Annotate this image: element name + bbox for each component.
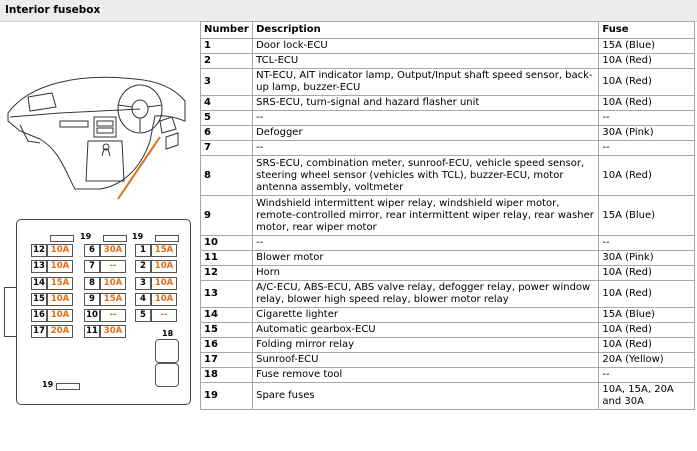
fuse-amperage: 10A — [47, 260, 73, 273]
table-row — [201, 69, 695, 96]
row-description: Cigarette lighter — [253, 308, 599, 323]
row-number: 1 — [201, 39, 253, 54]
fuse-amperage: 30A — [100, 244, 126, 257]
row-fuse: 10A (Red) — [599, 338, 695, 353]
row-description: Automatic gearbox-ECU — [253, 323, 599, 338]
fuse-number: 9 — [84, 293, 100, 306]
table-row — [201, 39, 695, 54]
row-number: 9 — [201, 196, 253, 236]
fuse-number: 4 — [135, 293, 151, 306]
row-fuse: 30A (Pink) — [599, 126, 695, 141]
fuse-table — [200, 21, 695, 410]
fuse-amperage: 10A — [47, 244, 73, 257]
fuse-amperage: 15A — [100, 293, 126, 306]
fuse-amperage: -- — [100, 260, 126, 273]
row-fuse: -- — [599, 111, 695, 126]
row-fuse: 10A (Red) — [599, 323, 695, 338]
fuse-amperage: -- — [100, 309, 126, 322]
header-fuse: Fuse — [599, 22, 695, 39]
spare-label: 19 — [80, 232, 92, 241]
row-description: Spare fuses — [253, 383, 599, 410]
row-fuse: 15A (Blue) — [599, 308, 695, 323]
fuse-number: 12 — [31, 244, 47, 257]
fuse-number: 14 — [31, 277, 47, 290]
row-fuse: 15A (Blue) — [599, 39, 695, 54]
row-description: SRS-ECU, combination meter, sunroof-ECU, vehicle speed sensor, steering wheel sensor (vehicles with TCL), buzzer-ECU, motor antenna assembly, voltmeter — [253, 156, 599, 196]
spare-slot — [50, 235, 74, 242]
spare-slot — [103, 235, 127, 242]
row-number: 14 — [201, 308, 253, 323]
row-number: 11 — [201, 251, 253, 266]
row-description: -- — [253, 111, 599, 126]
fuse-number: 11 — [84, 325, 100, 338]
row-number: 16 — [201, 338, 253, 353]
fuse-amperage: 10A — [47, 309, 73, 322]
fuse-amperage: 15A — [151, 244, 177, 257]
relay-slot — [155, 363, 179, 387]
row-number: 4 — [201, 96, 253, 111]
table-row — [201, 281, 695, 308]
table-row — [201, 126, 695, 141]
table-row — [201, 236, 695, 251]
row-number: 10 — [201, 236, 253, 251]
row-description: -- — [253, 236, 599, 251]
section-header — [0, 0, 697, 22]
row-fuse: 10A (Red) — [599, 156, 695, 196]
row-fuse: 20A (Yellow) — [599, 353, 695, 368]
row-fuse: -- — [599, 368, 695, 383]
header-number: Number — [201, 22, 253, 39]
row-description: Defogger — [253, 126, 599, 141]
table-row — [201, 368, 695, 383]
row-fuse: 10A (Red) — [599, 281, 695, 308]
table-row — [201, 251, 695, 266]
fuse-number: 8 — [84, 277, 100, 290]
spare-slot — [56, 383, 80, 390]
fuse-amperage: 20A — [47, 325, 73, 338]
fuse-amperage: 10A — [47, 293, 73, 306]
relay-label: 18 — [162, 329, 174, 338]
row-number: 15 — [201, 323, 253, 338]
fuse-number: 5 — [135, 309, 151, 322]
row-description: Sunroof-ECU — [253, 353, 599, 368]
row-description: Blower motor — [253, 251, 599, 266]
leader-line — [0, 21, 200, 221]
fuse-number: 3 — [135, 277, 151, 290]
row-fuse: 10A, 15A, 20A and 30A — [599, 383, 695, 410]
row-fuse: -- — [599, 141, 695, 156]
row-description: NT-ECU, AIT indicator lamp, Output/Input shaft speed sensor, back-up lamp, buzzer-ECU — [253, 69, 599, 96]
fuse-amperage: -- — [151, 309, 177, 322]
row-number: 13 — [201, 281, 253, 308]
table-header-row — [201, 22, 695, 39]
fuse-number: 1 — [135, 244, 151, 257]
fuse-amperage: 10A — [151, 277, 177, 290]
row-number: 5 — [201, 111, 253, 126]
row-number: 2 — [201, 54, 253, 69]
row-description: SRS-ECU, turn-signal and hazard flasher unit — [253, 96, 599, 111]
section-title: Interior fusebox — [5, 4, 101, 16]
row-description: Fuse remove tool — [253, 368, 599, 383]
spare-label: 19 — [42, 380, 54, 389]
row-number: 18 — [201, 368, 253, 383]
row-description: Folding mirror relay — [253, 338, 599, 353]
header-description: Description — [253, 22, 599, 39]
row-fuse: 10A (Red) — [599, 54, 695, 69]
row-fuse: -- — [599, 236, 695, 251]
row-fuse: 30A (Pink) — [599, 251, 695, 266]
fuse-amperage: 10A — [100, 277, 126, 290]
row-fuse: 10A (Red) — [599, 69, 695, 96]
fuse-number: 13 — [31, 260, 47, 273]
fuse-number: 2 — [135, 260, 151, 273]
row-number: 8 — [201, 156, 253, 196]
row-number: 19 — [201, 383, 253, 410]
row-description: -- — [253, 141, 599, 156]
table-row — [201, 323, 695, 338]
fuse-number: 16 — [31, 309, 47, 322]
row-number: 17 — [201, 353, 253, 368]
row-fuse: 15A (Blue) — [599, 196, 695, 236]
table-row — [201, 54, 695, 69]
relay-slot — [155, 339, 179, 363]
table-row — [201, 111, 695, 126]
fuse-amperage: 15A — [47, 277, 73, 290]
table-row — [201, 266, 695, 281]
fuse-amperage: 10A — [151, 260, 177, 273]
row-description: Door lock-ECU — [253, 39, 599, 54]
row-description: Windshield intermittent wiper relay, windshield wiper motor, remote-controlled mirror, rear intermittent wiper relay, rear washer motor, rear wiper motor — [253, 196, 599, 236]
spare-slot — [155, 235, 179, 242]
table-row — [201, 383, 695, 410]
fusebox-figure — [0, 21, 200, 451]
table-row — [201, 353, 695, 368]
row-fuse: 10A (Red) — [599, 96, 695, 111]
row-description: A/C-ECU, ABS-ECU, ABS valve relay, defogger relay, power window relay, blower high speed relay, blower motor relay — [253, 281, 599, 308]
spare-label: 19 — [132, 232, 144, 241]
fuse-number: 10 — [84, 309, 100, 322]
table-row — [201, 338, 695, 353]
row-fuse: 10A (Red) — [599, 266, 695, 281]
row-description: Horn — [253, 266, 599, 281]
row-number: 6 — [201, 126, 253, 141]
table-row — [201, 308, 695, 323]
fuse-number: 6 — [84, 244, 100, 257]
row-number: 12 — [201, 266, 253, 281]
fuse-amperage: 10A — [151, 293, 177, 306]
row-number: 7 — [201, 141, 253, 156]
table-row — [201, 156, 695, 196]
table-row — [201, 96, 695, 111]
fuse-number: 15 — [31, 293, 47, 306]
fuse-number: 17 — [31, 325, 47, 338]
row-description: TCL-ECU — [253, 54, 599, 69]
table-row — [201, 196, 695, 236]
fuse-number: 7 — [84, 260, 100, 273]
row-number: 3 — [201, 69, 253, 96]
table-row — [201, 141, 695, 156]
fuse-amperage: 30A — [100, 325, 126, 338]
